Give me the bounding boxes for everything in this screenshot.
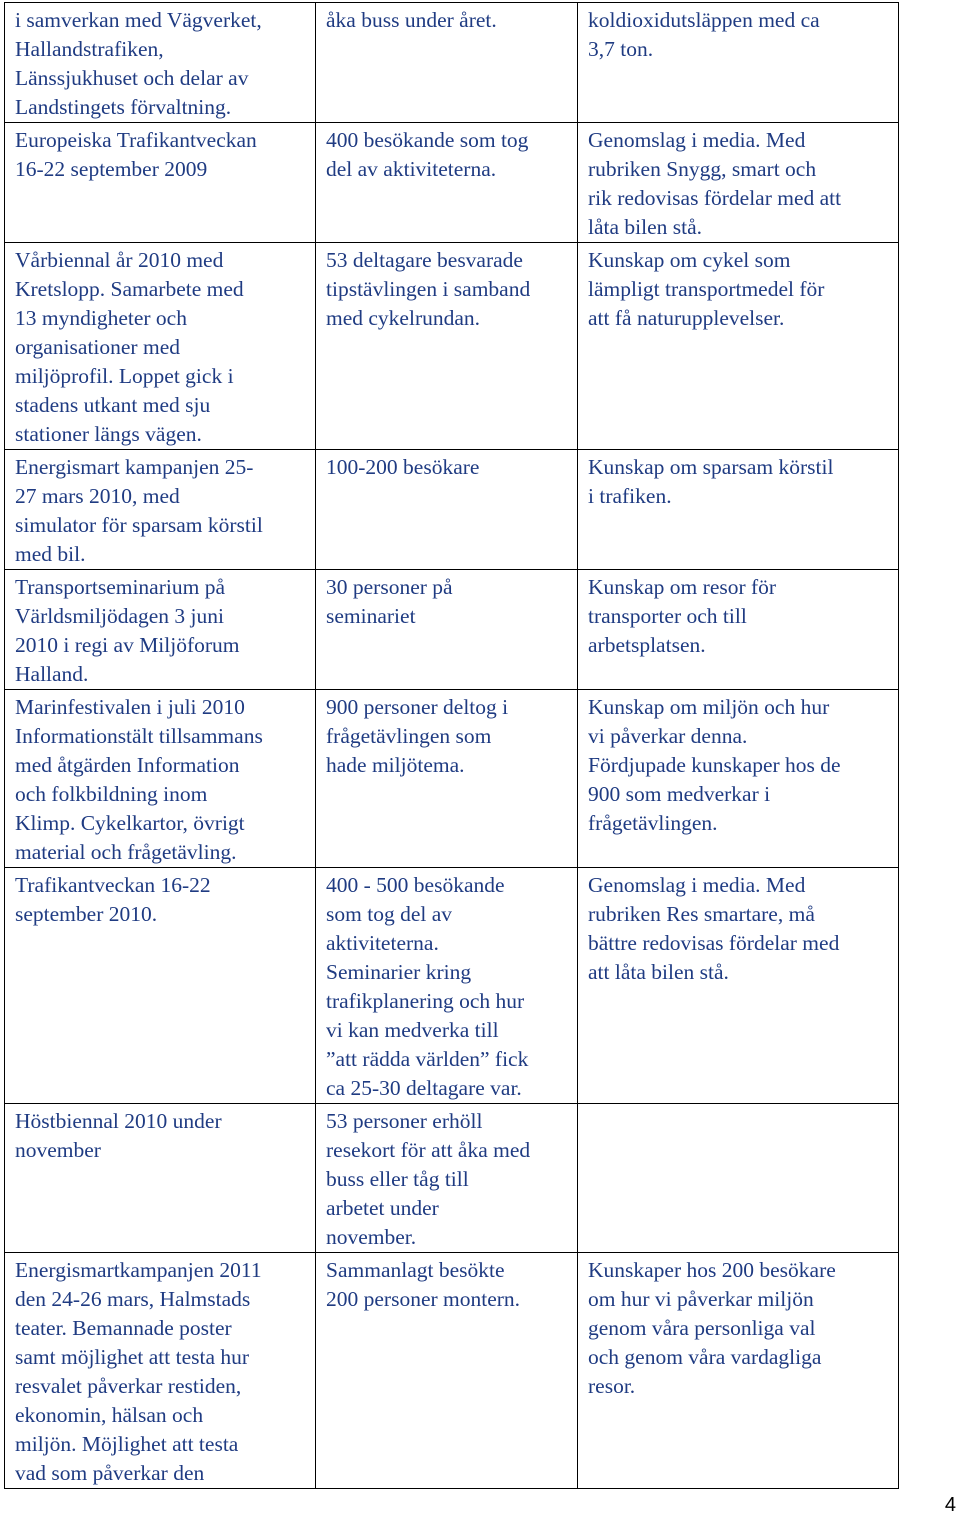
table-row (5, 243, 899, 450)
table-row (5, 868, 899, 1104)
participants-cell: 100-200 besökare (316, 450, 578, 570)
outcome-cell: Kunskap om sparsam körstil i trafiken. (578, 450, 899, 570)
activity-cell: Höstbiennal 2010 under november (5, 1104, 316, 1253)
table-row (5, 123, 899, 243)
activity-cell: Transportseminarium på Världsmiljödagen 3 juni 2010 i regi av Miljöforum Halland. (5, 570, 316, 690)
activity-cell: Europeiska Trafikantveckan 16-22 september 2009 (5, 123, 316, 243)
outcome-cell: koldioxidutsläppen med ca 3,7 ton. (578, 3, 899, 123)
outcome-cell: Kunskap om cykel som lämpligt transportmedel för att få naturupplevelser. (578, 243, 899, 450)
outcome-cell: Kunskap om miljön och hur vi påverkar denna. Fördjupade kunskaper hos de 900 som medverkar i frågetävlingen. (578, 690, 899, 868)
activity-cell: Energismartkampanjen 2011 den 24-26 mars, Halmstads teater. Bemannade poster samt möjlighet att testa hur resvalet påverkar restiden, ekonomin, hälsan och miljön. Möjlighet att testa vad som påverkar den (5, 1253, 316, 1489)
activity-cell: i samverkan med Vägverket, Hallandstrafiken, Länssjukhuset och delar av Landstingets förvaltning. (5, 3, 316, 123)
participants-cell: Sammanlagt besökte 200 personer montern. (316, 1253, 578, 1489)
participants-cell: 400 besökande som tog del av aktiviteterna. (316, 123, 578, 243)
activity-cell: Vårbiennal år 2010 med Kretslopp. Samarbete med 13 myndigheter och organisationer med miljöprofil. Loppet gick i stadens utkant med sju stationer längs vägen. (5, 243, 316, 450)
table-row (5, 3, 899, 123)
activity-cell: Marinfestivalen i juli 2010 Informationstält tillsammans med åtgärden Information och folkbildning inom Klimp. Cykelkartor, övrigt material och frågetävling. (5, 690, 316, 868)
page-number: 4 (944, 1494, 956, 1516)
outcome-cell: Genomslag i media. Med rubriken Snygg, smart och rik redovisas fördelar med att låta bilen stå. (578, 123, 899, 243)
table-row (5, 570, 899, 690)
table-row (5, 450, 899, 570)
participants-cell: åka buss under året. (316, 3, 578, 123)
participants-cell: 53 deltagare besvarade tipstävlingen i samband med cykelrundan. (316, 243, 578, 450)
table-row (5, 1104, 899, 1253)
outcome-cell: Kunskap om resor för transporter och till arbetsplatsen. (578, 570, 899, 690)
outcome-cell (578, 1104, 899, 1253)
table-row (5, 1253, 899, 1489)
activity-table (4, 2, 899, 1489)
participants-cell: 900 personer deltog i frågetävlingen som hade miljötema. (316, 690, 578, 868)
participants-cell: 30 personer på seminariet (316, 570, 578, 690)
outcome-cell: Kunskaper hos 200 besökare om hur vi påverkar miljön genom våra personliga val och genom våra vardagliga resor. (578, 1253, 899, 1489)
activity-cell: Trafikantveckan 16-22 september 2010. (5, 868, 316, 1104)
participants-cell: 53 personer erhöll resekort för att åka med buss eller tåg till arbetet under november. (316, 1104, 578, 1253)
outcome-cell: Genomslag i media. Med rubriken Res smartare, må bättre redovisas fördelar med att låta bilen stå. (578, 868, 899, 1104)
participants-cell: 400 - 500 besökande som tog del av aktiviteterna. Seminarier kring trafikplanering och hur vi kan medverka till ”att rädda världen” fick ca 25-30 deltagare var. (316, 868, 578, 1104)
table-row (5, 690, 899, 868)
activity-cell: Energismart kampanjen 25- 27 mars 2010, med simulator för sparsam körstil med bil. (5, 450, 316, 570)
